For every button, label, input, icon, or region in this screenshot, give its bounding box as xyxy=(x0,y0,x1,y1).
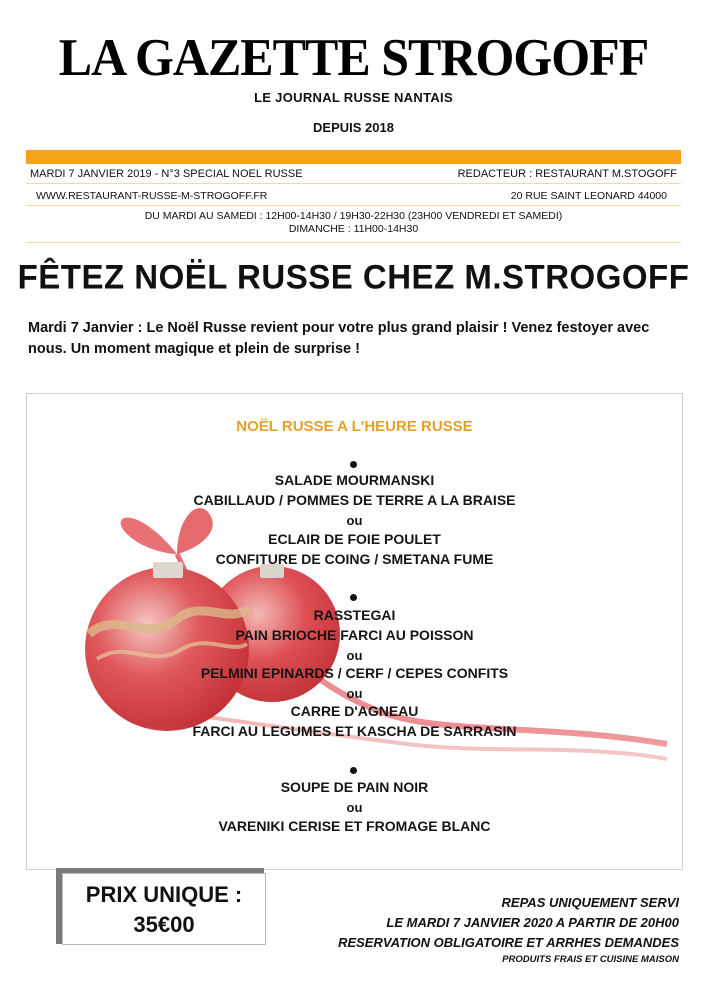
price-box xyxy=(62,873,266,945)
menu-line: CARRE D'AGNEAU xyxy=(290,703,419,719)
menu-line: PELMINI EPINARDS / CERF / CEPES CONFITS xyxy=(200,665,509,681)
hours-weekdays: DU MARDI AU SAMEDI : 12H00-14H30 / 19H30-22H30 (23H00 VENDREDI ET SAMEDI) xyxy=(144,210,563,222)
menu-line: ou xyxy=(346,686,363,701)
notice-line-3: RESERVATION OBLIGATOIRE ET ARRHES DEMANDES xyxy=(338,935,679,950)
notice-line-1: REPAS UNIQUEMENT SERVI xyxy=(501,895,679,910)
issue-label: MARDI 7 JANVIER 2019 - N°3 SPECIAL NOEL RUSSE xyxy=(30,168,303,180)
menu-line: SALADE MOURMANSKI xyxy=(274,472,435,488)
page-headline: FÊTEZ NOËL RUSSE CHEZ M.STROGOFF xyxy=(17,257,690,296)
menu-title: NOËL RUSSE A L'HEURE RUSSE xyxy=(236,418,473,435)
menu-line: CABILLAUD / POMMES DE TERRE A LA BRAISE xyxy=(193,492,516,508)
menu-line: ECLAIR DE FOIE POULET xyxy=(268,531,441,547)
menu-box xyxy=(26,393,683,870)
menu-line: ou xyxy=(346,513,363,528)
menu-line: ou xyxy=(346,800,363,815)
menu-line: RASSTEGAI xyxy=(313,607,396,623)
bullet-icon xyxy=(350,594,357,601)
hours-sunday: DIMANCHE : 11H00-14H30 xyxy=(288,223,419,235)
editor-label: REDACTEUR : RESTAURANT M.STOGOFF xyxy=(457,168,677,180)
intro-paragraph: Mardi 7 Janvier : Le Noël Russe revient pour votre plus grand plaisir ! Venez festoyer avec nous. Un moment magique et plein de surprise ! xyxy=(28,320,650,357)
address-label: 20 RUE SAINT LEONARD 44000 xyxy=(510,190,667,202)
notice-line-2: LE MARDI 7 JANVIER 2020 A PARTIR DE 20H00 xyxy=(386,915,679,930)
price-value: 35€00 xyxy=(133,912,195,937)
menu-line: VARENIKI CERISE ET FROMAGE BLANC xyxy=(218,818,491,834)
notice-line-4: PRODUITS FRAIS ET CUISINE MAISON xyxy=(502,954,679,965)
orange-divider xyxy=(26,150,681,164)
price-label: PRIX UNIQUE : xyxy=(85,882,243,907)
bullet-icon xyxy=(350,461,357,468)
menu-line: CONFITURE DE COING / SMETANA FUME xyxy=(215,551,494,567)
menu-line: PAIN BRIOCHE FARCI AU POISSON xyxy=(235,627,474,643)
website-link[interactable]: WWW.RESTAURANT-RUSSE-M-STROGOFF.FR xyxy=(36,190,268,202)
masthead-since: DEPUIS 2018 xyxy=(313,120,394,135)
info-row-issue xyxy=(26,165,681,184)
bullet-icon xyxy=(350,767,357,774)
menu-line: FARCI AU LEGUMES ET KASCHA DE SARRASIN xyxy=(192,723,517,739)
masthead-title: LA GAZETTE STROGOFF xyxy=(58,27,649,87)
masthead-subtitle: LE JOURNAL RUSSE NANTAIS xyxy=(254,90,453,105)
opening-hours xyxy=(26,210,681,243)
menu-line: SOUPE DE PAIN NOIR xyxy=(280,779,429,795)
menu-line: ou xyxy=(346,648,363,663)
info-row-contact xyxy=(26,187,681,206)
